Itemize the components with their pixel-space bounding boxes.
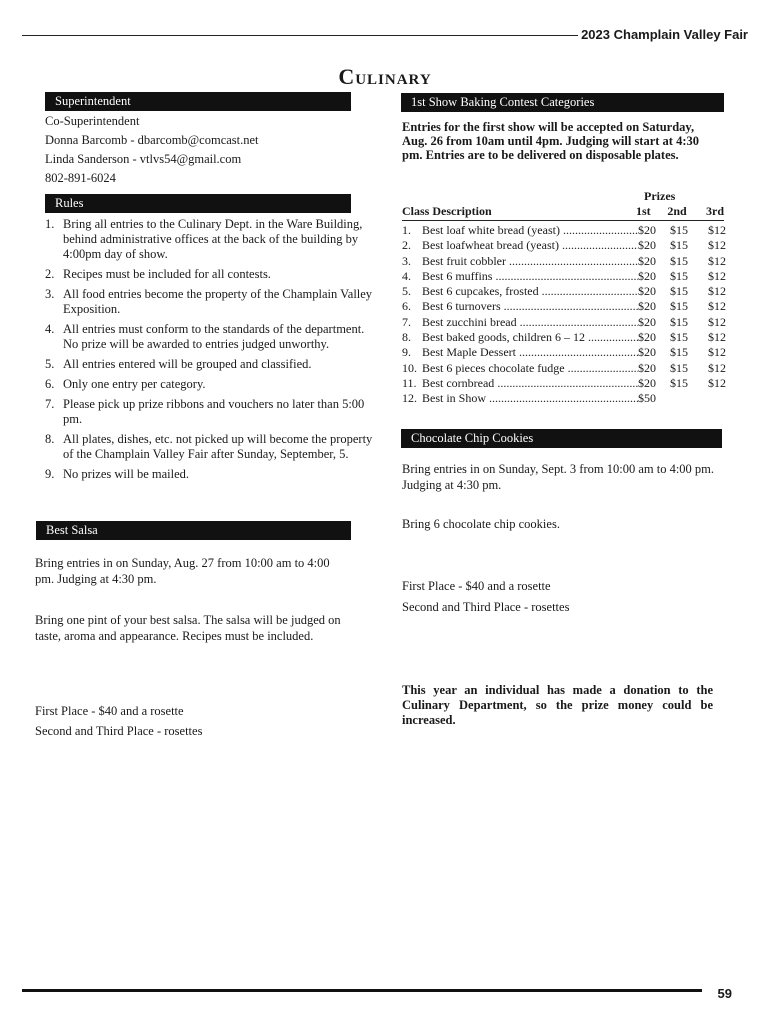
table-row bbox=[402, 254, 726, 269]
prize-3rd: $12 bbox=[708, 314, 726, 329]
rule-item bbox=[45, 217, 373, 262]
rule-text: All food entries become the property of the Champlain Valley Exposition. bbox=[63, 287, 373, 316]
table-row bbox=[402, 299, 726, 314]
table-row bbox=[402, 223, 726, 238]
contact-line: Linda Sanderson - vtlvs54@gmail.com bbox=[45, 152, 242, 166]
rule-number: 7. bbox=[45, 397, 55, 411]
table-row bbox=[402, 269, 726, 284]
entry-description: Best cornbread ..... bbox=[422, 376, 638, 391]
entry-number: 4. bbox=[402, 268, 411, 283]
prize-3rd: $12 bbox=[708, 268, 726, 283]
entry-number: 8. bbox=[402, 330, 411, 345]
prize-1st: $20 bbox=[638, 238, 662, 253]
salsa-description: Bring one pint of your best salsa. The salsa will be judged on taste, aroma and appearance. Recipes must be included. bbox=[35, 613, 341, 643]
entry-description: Best zucchini bread ..... bbox=[422, 315, 638, 330]
rule-item bbox=[45, 432, 373, 462]
prize-1st: $20 bbox=[638, 254, 662, 269]
prize-1st: $20 bbox=[638, 299, 662, 314]
entry-description: Best Maple Dessert ..... bbox=[422, 345, 638, 360]
superintendent-bar: Superintendent bbox=[45, 92, 351, 111]
table-row bbox=[402, 376, 726, 391]
entry-number: 6. bbox=[402, 299, 411, 314]
best-salsa-bar: Best Salsa bbox=[36, 521, 351, 540]
entry-number: 7. bbox=[402, 314, 411, 329]
table-row bbox=[402, 361, 726, 376]
entry-number: 11. bbox=[402, 375, 417, 390]
rule-number: 1. bbox=[45, 217, 55, 231]
prize-3rd: $12 bbox=[708, 375, 726, 390]
rule-number: 9. bbox=[45, 467, 55, 481]
entry-description: Best loaf white bread (yeast) ..... bbox=[422, 223, 638, 238]
baking-intro: Entries for the first show will be accepted on Saturday, Aug. 26 from 10am until 4pm. Judging will start at 4:30 pm. Entries are to be delivered on disposable plates. bbox=[402, 120, 700, 162]
page-title: Culinary bbox=[338, 64, 432, 89]
prize-1st: $20 bbox=[638, 361, 662, 376]
entry-description: Best loafwheat bread (yeast) ..... bbox=[422, 238, 638, 253]
chocolate-chip-bar: Chocolate Chip Cookies bbox=[401, 429, 722, 448]
salsa-second-third: Second and Third Place - rosettes bbox=[35, 724, 203, 738]
table-row bbox=[402, 330, 726, 345]
rule-number: 4. bbox=[45, 322, 55, 336]
rule-text: Bring all entries to the Culinary Dept. in the Ware Building, behind administrative offices at the back of the building by 4:00pm day of show. bbox=[63, 217, 363, 261]
prize-2nd: $15 bbox=[670, 360, 688, 375]
salsa-entry-time: Bring entries in on Sunday, Aug. 27 from 10:00 am to 4:00 pm. Judging at 4:30 pm. bbox=[35, 556, 330, 586]
rule-item bbox=[45, 397, 373, 427]
prize-3rd: $12 bbox=[708, 360, 726, 375]
rule-text: No prizes will be mailed. bbox=[63, 467, 190, 481]
cookie-entry-time: Bring entries in on Sunday, Sept. 3 from 10:00 am to 4:00 pm. Judging at 4:30 pm. bbox=[402, 462, 715, 492]
table-row bbox=[402, 238, 726, 253]
prize-2nd: $15 bbox=[670, 238, 688, 253]
prize-3rd: $12 bbox=[708, 299, 726, 314]
col-3rd: 3rd bbox=[706, 204, 724, 218]
rule-item bbox=[45, 322, 373, 352]
entry-description: Best 6 pieces chocolate fudge ..... bbox=[422, 361, 638, 376]
entry-description: Best 6 muffins ..... bbox=[422, 269, 638, 284]
table-row bbox=[402, 345, 726, 360]
prize-2nd bbox=[662, 391, 696, 406]
table-row bbox=[402, 391, 726, 406]
entry-number: 3. bbox=[402, 253, 411, 268]
rule-item bbox=[45, 377, 373, 392]
prize-1st: $20 bbox=[638, 223, 662, 238]
cookie-second-third: Second and Third Place - rosettes bbox=[402, 600, 570, 614]
rule-text: All plates, dishes, etc. not picked up will become the property of the Champlain Valley Fair after Sunday, September, 5. bbox=[63, 432, 373, 461]
footer-rule bbox=[22, 989, 702, 992]
rule-number: 8. bbox=[45, 432, 55, 446]
prize-3rd: $12 bbox=[708, 253, 726, 268]
header-title: 2023 Champlain Valley Fair bbox=[581, 27, 748, 42]
prize-1st: $20 bbox=[638, 284, 662, 299]
contact-line: Donna Barcomb - dbarcomb@comcast.net bbox=[45, 133, 259, 147]
entry-description: Best in Show ..... bbox=[422, 391, 638, 406]
rule-text: All entries must conform to the standards of the department. No prize will be awarded to entries judged unworthy. bbox=[63, 322, 365, 351]
contact-line: Co-Superintendent bbox=[45, 114, 140, 128]
rule-text: Recipes must be included for all contests. bbox=[63, 267, 271, 281]
col-2nd: 2nd bbox=[667, 204, 687, 218]
baking-bar: 1st Show Baking Contest Categories bbox=[401, 93, 724, 112]
rule-text: Please pick up prize ribbons and vouchers no later than 5:00 pm. bbox=[63, 397, 365, 426]
prize-1st: $20 bbox=[638, 345, 662, 360]
prize-2nd: $15 bbox=[670, 253, 688, 268]
prize-1st: $50 bbox=[638, 391, 662, 406]
prize-1st: $20 bbox=[638, 330, 662, 345]
page-number: 59 bbox=[717, 986, 732, 1001]
cookie-description: Bring 6 chocolate chip cookies. bbox=[402, 517, 560, 531]
header-rule bbox=[22, 35, 578, 36]
rule-number: 3. bbox=[45, 287, 55, 301]
entry-description: Best 6 cupcakes, frosted ..... bbox=[422, 284, 638, 299]
col-class-description: Class Description bbox=[402, 204, 492, 218]
entry-description: Best baked goods, children 6 – 12 ..... bbox=[422, 330, 638, 345]
prize-2nd: $15 bbox=[670, 299, 688, 314]
prize-table-body bbox=[402, 221, 726, 407]
rule-number: 2. bbox=[45, 267, 55, 281]
rule-number: 5. bbox=[45, 357, 55, 371]
prize-3rd: $12 bbox=[708, 330, 726, 345]
prize-1st: $20 bbox=[638, 269, 662, 284]
table-row bbox=[402, 315, 726, 330]
prize-2nd: $15 bbox=[670, 268, 688, 283]
rules-list bbox=[45, 217, 373, 487]
contact-line: 802-891-6024 bbox=[45, 171, 116, 185]
prize-1st: $20 bbox=[638, 376, 662, 391]
table-row bbox=[402, 284, 726, 299]
prize-3rd: $12 bbox=[708, 223, 726, 237]
rule-item bbox=[45, 357, 373, 372]
rule-text: All entries entered will be grouped and classified. bbox=[63, 357, 312, 371]
rule-item bbox=[45, 467, 373, 482]
donation-note: This year an individual has made a donation to the Culinary Department, so the prize money could be increased. bbox=[402, 683, 713, 727]
prize-table-header bbox=[402, 204, 724, 221]
salsa-first-place: First Place - $40 and a rosette bbox=[35, 704, 184, 718]
prize-2nd: $15 bbox=[670, 330, 688, 345]
entry-number: 12. bbox=[402, 391, 417, 406]
superintendent-contacts bbox=[45, 114, 259, 190]
prize-3rd: $12 bbox=[708, 284, 726, 299]
rule-number: 6. bbox=[45, 377, 55, 391]
entry-number: 1. bbox=[402, 223, 411, 237]
col-1st: 1st bbox=[636, 204, 651, 218]
prize-2nd: $15 bbox=[670, 284, 688, 299]
rules-bar: Rules bbox=[45, 194, 351, 213]
entry-number: 9. bbox=[402, 345, 411, 360]
prize-table bbox=[402, 189, 726, 407]
prize-2nd: $15 bbox=[670, 314, 688, 329]
prize-2nd: $15 bbox=[670, 375, 688, 390]
prize-2nd: $15 bbox=[670, 345, 688, 360]
prize-3rd bbox=[696, 391, 726, 406]
prize-3rd: $12 bbox=[708, 345, 726, 360]
prizes-label: Prizes bbox=[644, 189, 676, 203]
entry-number: 2. bbox=[402, 238, 411, 253]
prizes-label-row bbox=[402, 189, 726, 204]
prize-3rd: $12 bbox=[708, 238, 726, 253]
rule-item bbox=[45, 287, 373, 317]
prize-1st: $20 bbox=[638, 315, 662, 330]
prize-2nd: $15 bbox=[670, 223, 688, 237]
entry-number: 5. bbox=[402, 284, 411, 299]
entry-description: Best fruit cobbler ..... bbox=[422, 254, 638, 269]
entry-description: Best 6 turnovers ..... bbox=[422, 299, 638, 314]
entry-number: 10. bbox=[402, 360, 417, 375]
cookie-first-place: First Place - $40 and a rosette bbox=[402, 579, 551, 593]
rule-item bbox=[45, 267, 373, 282]
rule-text: Only one entry per category. bbox=[63, 377, 206, 391]
